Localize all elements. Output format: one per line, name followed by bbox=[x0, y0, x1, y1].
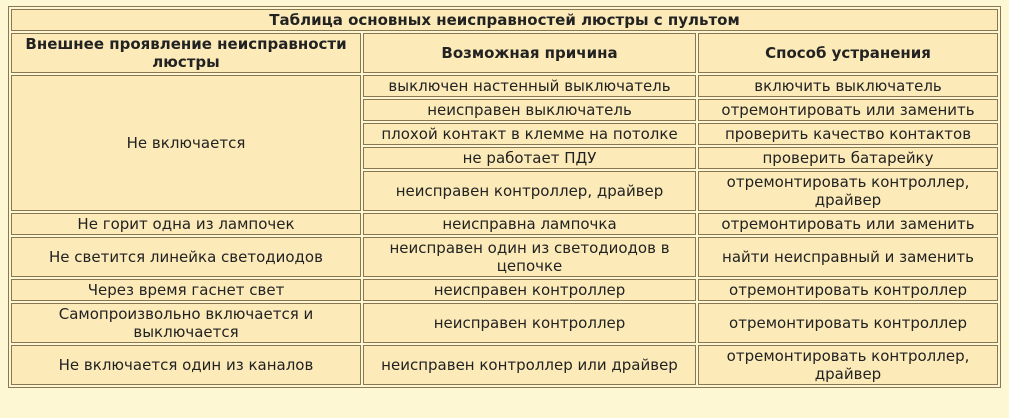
cause-cell: неисправна лампочка bbox=[363, 213, 696, 235]
fix-cell: отремонтировать контроллер, драйвер bbox=[698, 171, 998, 211]
symptom-cell: Не горит одна из лампочек bbox=[11, 213, 361, 235]
symptom-cell: Не включается bbox=[11, 75, 361, 211]
fix-cell: отремонтировать контроллер bbox=[698, 279, 998, 301]
faults-table bbox=[8, 6, 1001, 388]
symptom-cell: Не включается один из каналов bbox=[11, 345, 361, 385]
cause-cell: неисправен один из светодиодов в цепочке bbox=[363, 237, 696, 277]
table-row bbox=[11, 303, 998, 343]
fix-cell: проверить батарейку bbox=[698, 147, 998, 169]
fix-cell: отремонтировать или заменить bbox=[698, 99, 998, 121]
header-symptom: Внешнее проявление неисправности люстры bbox=[11, 33, 361, 73]
cause-cell: неисправен контроллер, драйвер bbox=[363, 171, 696, 211]
cause-cell: не работает ПДУ bbox=[363, 147, 696, 169]
header-fix: Способ устранения bbox=[698, 33, 998, 73]
header-row bbox=[11, 33, 998, 73]
fix-cell: отремонтировать контроллер, драйвер bbox=[698, 345, 998, 385]
table-title-row bbox=[11, 9, 998, 31]
symptom-cell: Не светится линейка светодиодов bbox=[11, 237, 361, 277]
fix-cell: отремонтировать контроллер bbox=[698, 303, 998, 343]
cause-cell: неисправен выключатель bbox=[363, 99, 696, 121]
table-row bbox=[11, 237, 998, 277]
table-title: Таблица основных неисправностей люстры с пультом bbox=[11, 9, 998, 31]
fix-cell: отремонтировать или заменить bbox=[698, 213, 998, 235]
fix-cell: проверить качество контактов bbox=[698, 123, 998, 145]
cause-cell: неисправен контроллер bbox=[363, 303, 696, 343]
table-row bbox=[11, 345, 998, 385]
cause-cell: плохой контакт в клемме на потолке bbox=[363, 123, 696, 145]
symptom-cell: Через время гаснет свет bbox=[11, 279, 361, 301]
cause-cell: неисправен контроллер или драйвер bbox=[363, 345, 696, 385]
fix-cell: найти неисправный и заменить bbox=[698, 237, 998, 277]
cause-cell: выключен настенный выключатель bbox=[363, 75, 696, 97]
symptom-cell: Самопроизвольно включается и выключается bbox=[11, 303, 361, 343]
table-row bbox=[11, 75, 998, 97]
table-row bbox=[11, 279, 998, 301]
header-cause: Возможная причина bbox=[363, 33, 696, 73]
fix-cell: включить выключатель bbox=[698, 75, 998, 97]
cause-cell: неисправен контроллер bbox=[363, 279, 696, 301]
table-row bbox=[11, 213, 998, 235]
faults-table-wrapper bbox=[8, 6, 1000, 388]
